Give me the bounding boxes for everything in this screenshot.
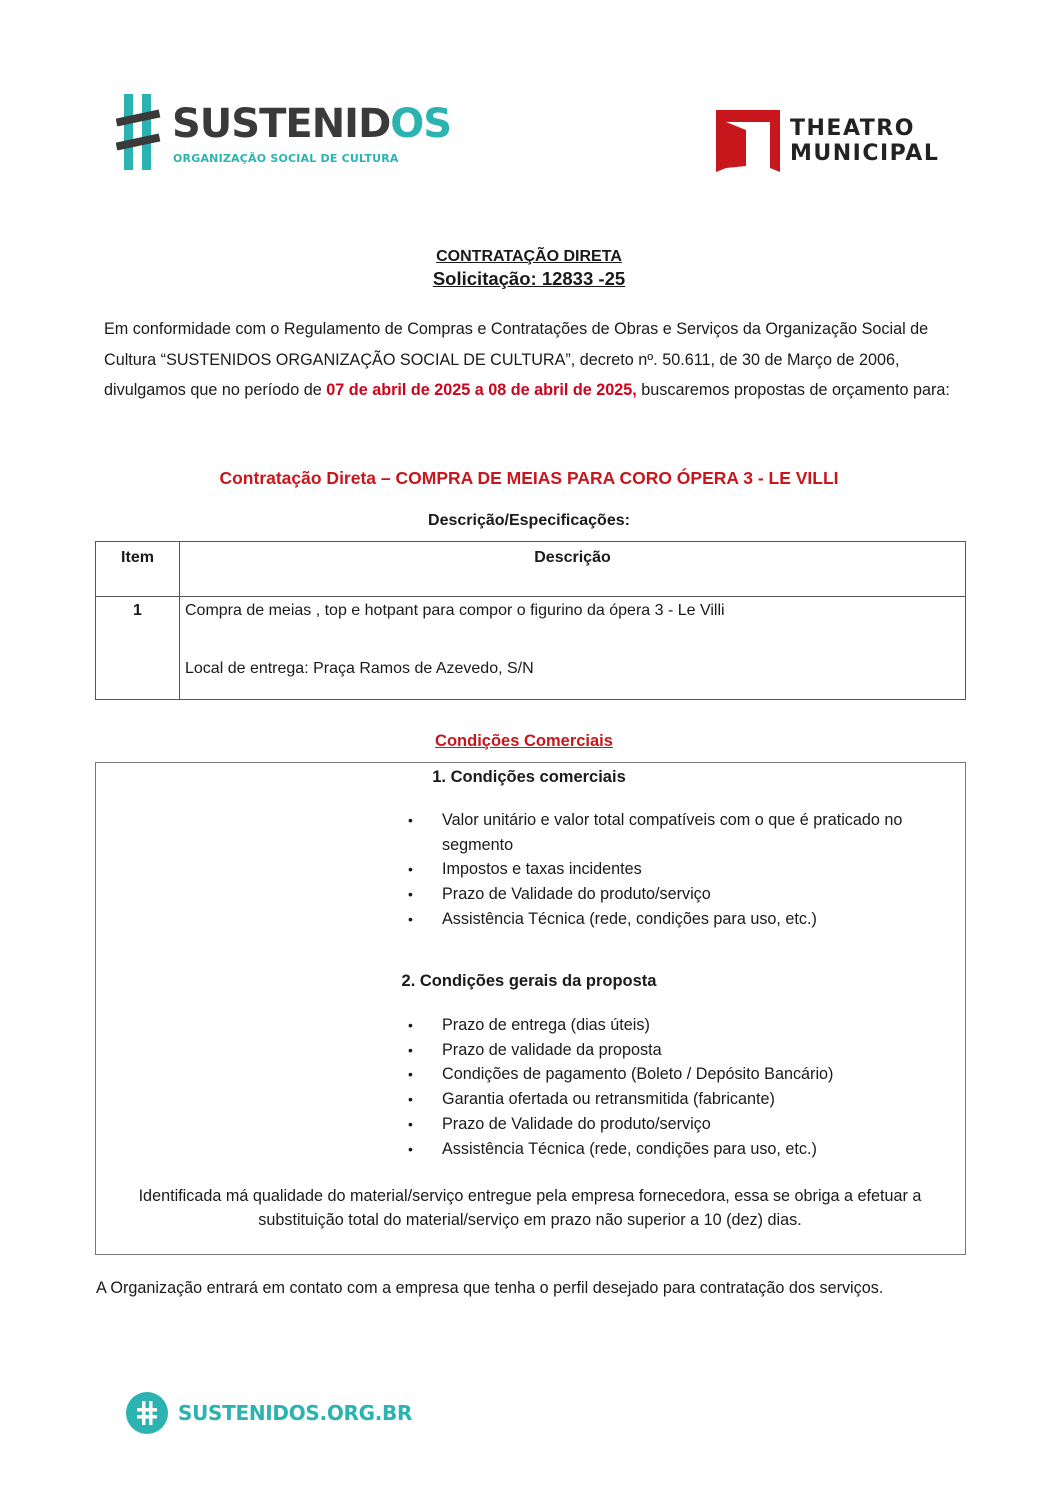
closing-paragraph: A Organização entrará em contato com a empresa que tenha o perfil desejado para contratação dos serviços. [96, 1279, 884, 1297]
request-number: Solicitação: 12833 -25 [432, 268, 626, 289]
list-item: • Impostos e taxas incidentes [404, 857, 924, 882]
column-header-item: Item [96, 542, 180, 597]
hashtag-circle-icon [126, 1392, 168, 1434]
sustenidos-logo-text: SUSTENIDOS [172, 101, 452, 147]
theatro-logo-text: THEATRO MUNICIPAL [790, 116, 940, 166]
list-item: • Valor unitário e valor total compatíveis com o que é praticado no segmento [404, 808, 924, 857]
list-item: • Prazo de entrega (dias úteis) [404, 1013, 924, 1038]
list-item: • Prazo de validade da proposta [404, 1038, 924, 1063]
document-title: CONTRATAÇÃO DIRETA [436, 248, 622, 265]
subject-heading: Contratação Direta – COMPRA DE MEIAS PARA CORO ÓPERA 3 - LE VILLI [219, 468, 839, 488]
intro-paragraph: Em conformidade com o Regulamento de Compras e Contratações de Obras e Serviços da Organização Social de Cultura “SUSTENIDOS ORGANIZAÇÃO SOCIAL DE CULTURA”, decreto nº. 50.611, de 30 de Março de 2006, divulgamos que no período de 07 de abril de 2025 a 08 de abril de 2025, buscaremos propostas de orçamento para: [104, 320, 950, 399]
specs-heading: Descrição/Especificações: [428, 512, 630, 529]
list-item: • Assistência Técnica (rede, condições para uso, etc.) [404, 907, 924, 932]
list-item: • Condições de pagamento (Boleto / Depósito Bancário) [404, 1062, 924, 1087]
specs-table [95, 541, 966, 700]
theatro-arch-icon [716, 110, 780, 172]
item-number: 1 [96, 597, 180, 700]
column-header-description: Descrição [180, 542, 966, 597]
list-item: • Prazo de Validade do produto/serviço [404, 882, 924, 907]
item-description: Compra de meias , top e hotpant para compor o figurino da ópera 3 - Le Villi [185, 602, 725, 619]
section2-title: 2. Condições gerais da proposta [401, 972, 657, 990]
sustenidos-logo-subtitle: ORGANIZAÇÃO SOCIAL DE CULTURA [173, 152, 399, 165]
section1-title: 1. Condições comerciais [432, 768, 626, 786]
section2-list [404, 1013, 924, 1161]
list-item: • Garantia ofertada ou retransmitida (fabricante) [404, 1087, 924, 1112]
footer-website: SUSTENIDOS.ORG.BR [178, 1401, 413, 1425]
table-row [96, 597, 966, 700]
list-item: • Assistência Técnica (rede, condições para uso, etc.) [404, 1137, 924, 1162]
quality-note: Identificada má qualidade do material/serviço entregue pela empresa fornecedora, essa se obriga a efetuar a substituição total do material/serviço em prazo não superior a 10 (dez) dias. [138, 1187, 922, 1229]
period-dates: 07 de abril de 2025 a 08 de abril de 2025, [326, 381, 637, 399]
table-header-row [96, 542, 966, 597]
delivery-location: Local de entrega: Praça Ramos de Azevedo, S/N [185, 660, 534, 677]
list-item: • Prazo de Validade do produto/serviço [404, 1112, 924, 1137]
item-description-cell [180, 597, 966, 700]
section1-list [404, 808, 924, 932]
conditions-heading: Condições Comerciais [435, 732, 613, 750]
